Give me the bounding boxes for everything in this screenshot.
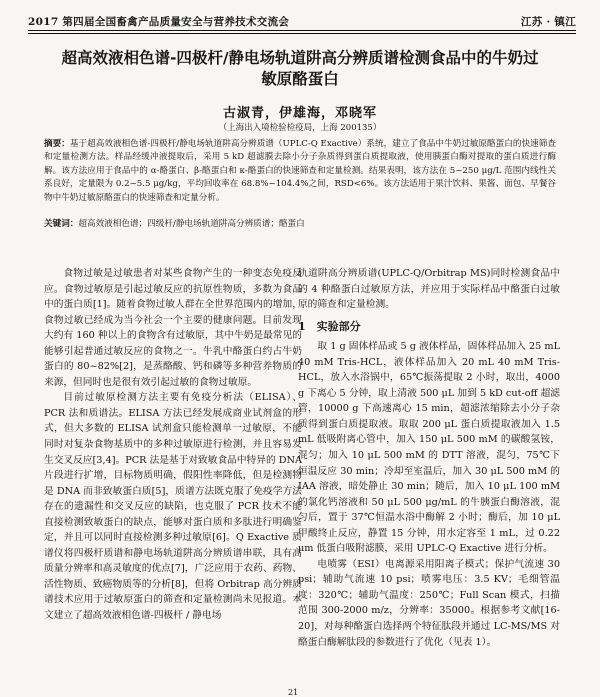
abstract-text: 基于超高效液相色谱-四极杆/静电场轨道阱高分辨质谱（UPLC-Q Exactive）系统，建立了食品中牛奶过敏原酪蛋白的快速筛查和定量检测方法。样品经缓冲液提取后，采用 5 kD 超滤膜去除小分子杂质得到蛋白质提取液，使用胰蛋白酶对提取的蛋白质进行酶解。该方法应用于食品中的 α-酪蛋白、β-酪蛋白和 κ-酪蛋白的快速筛查和定量检测。结果表明，该方法在 5~250 μg/L 范围内线性关系良好，定量限为 0.2~5.5 μg/kg，平均回收率在 68.8%~104.4%之间，RSD<6%。该方法适用于果汁饮料、果酱、面包、早餐谷物中牛奶过敏原酪蛋白的快速筛查和定量分析。 <box>44 139 556 203</box>
running-header-conference: 2017 第四届全国畜禽产品质量安全与营养技术交流会 <box>28 16 290 28</box>
keywords <box>44 218 556 231</box>
body-paragraph: 取 1 g 固体样品或 5 g 液体样品，固体样品加入 25 mL 40 mM Tris-HCL，液体样品加入 20 mL 40 mM Tris-HCL，放入水浴锅中，65℃振荡提取 2 小时，取出，4000 g 下离心 5 分钟，取上清液 500 μL 加到 5 kD cut-off 超滤管，10000 g 下高速离心 15 min，超滤浓缩除去小分子杂质得到蛋白质提取液。取取 200 μL 蛋白质提取液加入 1.5 mL 低吸附离心管中，加入 150 μL 500 mM 的碳酸氢铵，混匀；加入 10 μL 500 mM 的 DTT 溶液，混匀，75℃下恒温反应 30 min；冷却至室温后，加入 30 μL 500 mM 的 IAA 溶液，暗处静止 30 min；随后，加入 10 μL 100 mM 的氯化钙溶液和 50 μL 500 μg/mL 的牛胰蛋白酶溶液，混匀后，置于 37℃恒温水浴中酶解 2 小时；酶后，加 10 μL 甲酸终止反应，静置 15 分钟，用水定容至 1 mL，过 0.22 μm 低蛋白吸附滤膜，采用 UPLC-Q Exactive 进行分析。 <box>298 341 560 555</box>
keywords-text: 超高效液相色谱；四级杆/静电场轨道阱高分辨质谱；酪蛋白 <box>78 219 305 229</box>
page-number: 21 <box>288 688 299 697</box>
paper-title: 超高效液相色谱-四极杆/静电场轨道阱高分辨质谱检测食品中的牛奶过敏原酪蛋白 <box>61 49 539 88</box>
body-paragraph: 目前过敏原检测方法主要有免疫分析法（ELISA）、PCR 法和质谱法。ELISA 方法已经发展成商业试剂盒的形式，但大多数的 ELISA 试剂盒只能检测单一过敏原，不能同时对复杂食物基质中的多种过敏原进行检测，并且容易发生交叉反应[3,4]。PCR 法是基于对致敏食品中特异的 DNA 片段进行扩增，目标物质明确，假阳性率降低，但是检测物是 DNA 而非致敏蛋白质[5]，质谱方法既克服了免疫学方法存在的遗漏性和交叉反应的缺陷，也克服了 PCR 技术不能直接检测致敏蛋白的缺点，能够对蛋白质和多肽进行明确鉴定，并且可以同时直接检测多种过敏原[6]。Q Exactive 质谱仪将四极杆质谱和静电场轨道阱高分辨质谱串联，具有高质量分辨率和高灵敏度的优点[7]，广泛应用于农药、药物、活性物质、致癌物质等的分析[8]，但将 Orbitrap 高分辨质谱技术应用于过敏原蛋白的筛查和定量检测尚未见报道。本文建立了超高效液相色谱-四极杆 / 静电场 <box>44 392 302 622</box>
body-paragraph: 食物过敏是过敏患者对某些食物产生的一种变态免疫反应。食物过敏原是引起过敏反应的抗原性物质，多数为食品中的蛋白质[1]。随着食物过敏人群在全世界范围内的增加，食物过敏已经成为当今社会一个主要的健康问题。目前发现大约有 160 种以上的食物含有过敏原，其中牛奶是最常见的能够引起普通过敏反应的食物之一。牛乳中酪蛋白约占牛奶蛋白的 80~82%[2]，是蒸酪酸、钙和磷等多种营养物质的来源，但同时也是很有效引起过敏的食物过敏原。 <box>44 268 302 388</box>
section-heading: 1 实验部分 <box>298 319 361 333</box>
left-column <box>44 266 302 624</box>
running-header <box>28 12 576 30</box>
keywords-label: 关键词： <box>44 219 79 229</box>
abstract-label: 摘要： <box>44 139 70 149</box>
running-header-location: 江苏 · 镇江 <box>520 16 576 28</box>
header-rule-thin <box>28 33 576 34</box>
body-paragraph: 轨道阱高分辨质谱(UPLC-Q/Orbitrap MS)同时检测食品中的 4 种酪蛋白过敏原方法，并应用于实际样品中酪蛋白过敏原的筛查和定量检测。 <box>298 268 560 311</box>
paper-authors: 古淑青，伊雄海，邓晓军 <box>222 106 377 121</box>
body-paragraph: 电喷雾（ESI）电离源采用阳离子模式；保护气流速 30 psi；辅助气流速 10 psi；喷雾电压：3.5 KV；毛细管温度：320℃；辅助气温度：250℃；Full Scan 模式，扫描范围 300-2000 m/z，分辨率：35000。根据参考文献[16-20]，对每种酪蛋白选择两个特征肽段并通过 LC-MS/MS 对酪蛋白酶解肽段的参数进行了优化（见表 1）。 <box>298 558 560 648</box>
paper-affiliation: （上海出入境检验检疫局，上海 200135） <box>218 123 382 133</box>
right-column <box>298 266 560 650</box>
header-rule <box>28 30 576 31</box>
abstract <box>44 138 556 205</box>
